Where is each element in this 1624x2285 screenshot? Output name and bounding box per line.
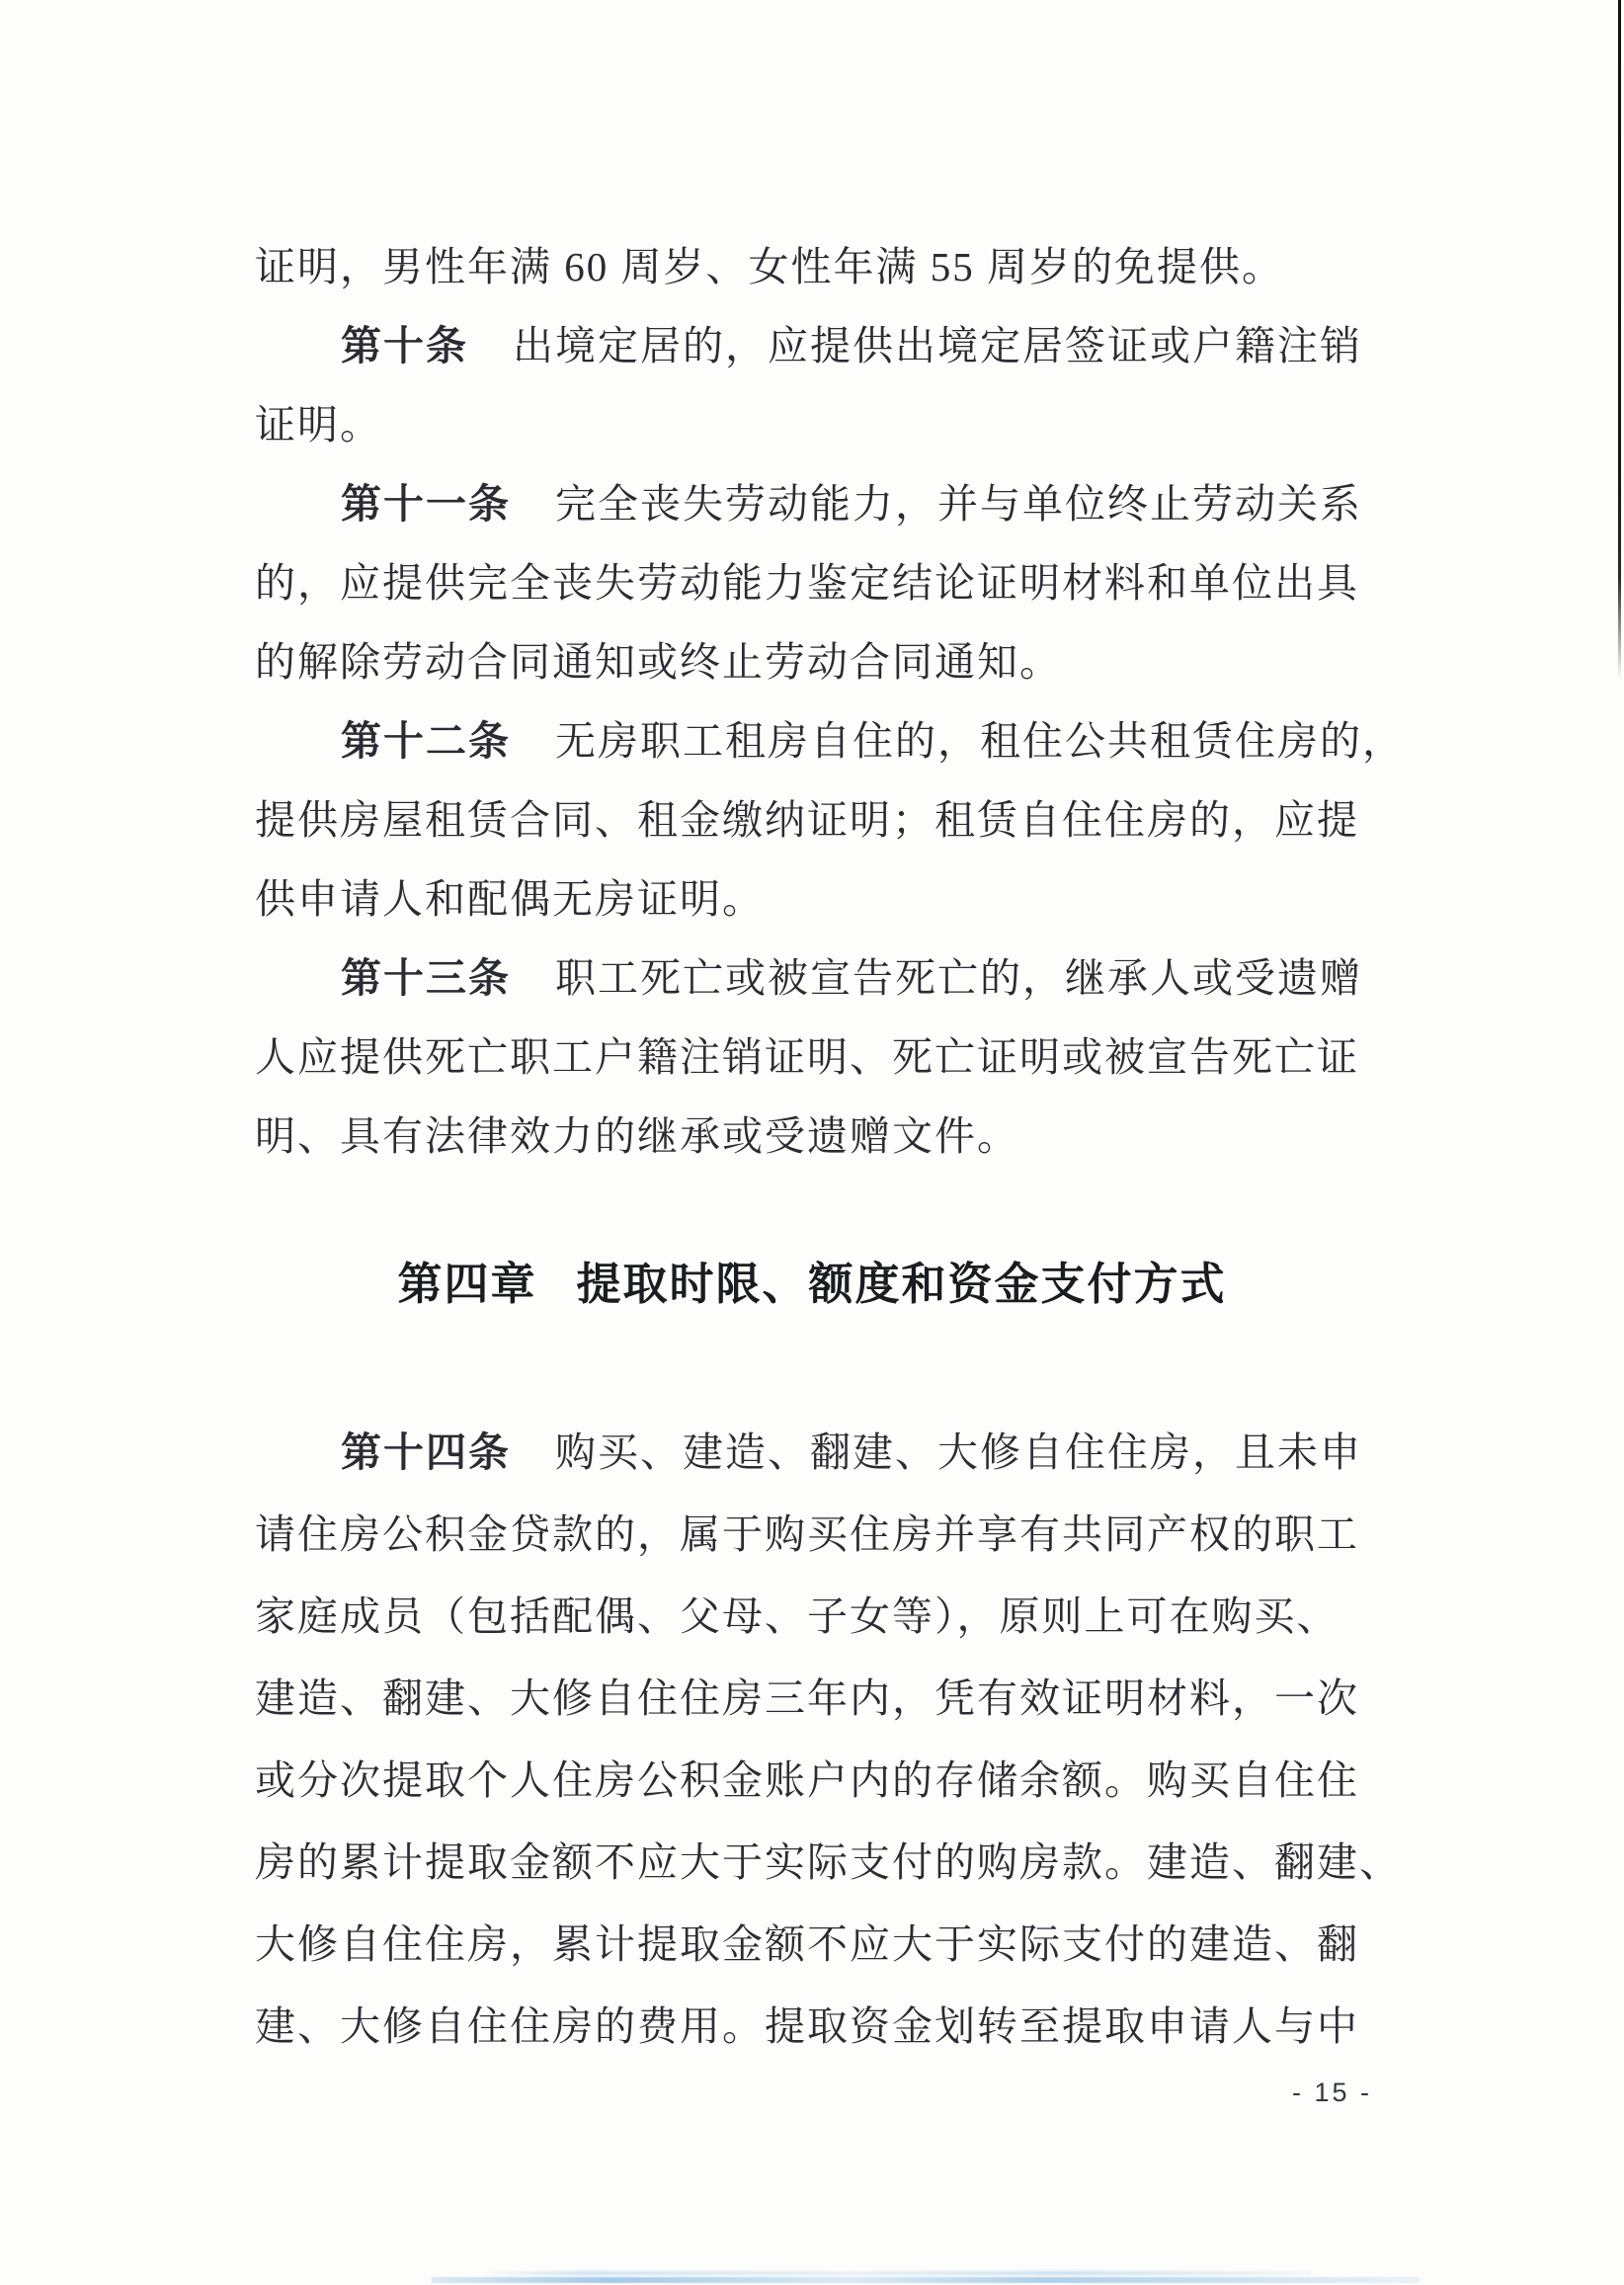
line-text: 人应提供死亡职工户籍注销证明、死亡证明或被宣告死亡证 bbox=[255, 1034, 1359, 1080]
line-text: 大修自住住房，累计提取金额不应大于实际支付的建造、翻 bbox=[255, 1921, 1359, 1967]
text-line bbox=[255, 385, 1460, 464]
text-line bbox=[255, 1740, 1460, 1822]
line-text: 出境定居的，应提供出境定居签证或户籍注销 bbox=[513, 323, 1362, 368]
article-number: 第十一条 bbox=[341, 481, 511, 527]
page-number: - 15 - bbox=[1292, 2078, 1373, 2107]
body-text-lower bbox=[255, 1412, 1460, 2068]
line-text: 家庭成员（包括配偶、父母、子女等），原则上可在购买、 bbox=[255, 1593, 1340, 1639]
chapter-heading bbox=[0, 1243, 1624, 1326]
chapter-number: 第四章 bbox=[397, 1259, 537, 1309]
text-line bbox=[255, 227, 1460, 306]
line-text: 职工死亡或被宣告死亡的，继承人或受遗赠 bbox=[555, 955, 1362, 1001]
line-text: 请住房公积金贷款的，属于购买住房并享有共同产权的职工 bbox=[255, 1511, 1359, 1557]
scan-edge-artifact bbox=[1618, 0, 1621, 680]
article-number: 第十条 bbox=[341, 323, 468, 368]
scan-bottom-artifact bbox=[432, 2277, 1420, 2283]
chapter-title: 提取时限、额度和资金支付方式 bbox=[576, 1259, 1227, 1309]
text-line bbox=[255, 306, 1460, 385]
line-text: 的解除劳动合同通知或终止劳动合同通知。 bbox=[255, 639, 1062, 685]
text-line bbox=[255, 1986, 1460, 2068]
text-line bbox=[255, 1097, 1460, 1176]
body-text-upper bbox=[255, 227, 1460, 1176]
scan-bottom-artifact bbox=[481, 2271, 1311, 2275]
line-text: 无房职工租房自住的，租住公共租赁住房的， bbox=[555, 718, 1405, 764]
text-line bbox=[255, 1904, 1460, 1986]
text-line bbox=[255, 859, 1460, 938]
line-text: 证明。 bbox=[255, 402, 382, 448]
line-text: 房的累计提取金额不应大于实际支付的购房款。建造、翻建、 bbox=[255, 1839, 1402, 1885]
text-line bbox=[255, 1494, 1460, 1576]
line-text: 或分次提取个人住房公积金账户内的存储余额。购买自住住 bbox=[255, 1757, 1359, 1803]
article-number: 第十四条 bbox=[341, 1429, 511, 1475]
line-text: 购买、建造、翻建、大修自住住房，且未申 bbox=[555, 1429, 1362, 1475]
line-text: 建造、翻建、大修自住住房三年内，凭有效证明材料，一次 bbox=[255, 1675, 1359, 1721]
line-text: 证明，男性年满 60 周岁、女性年满 55 周岁的免提供。 bbox=[255, 244, 1284, 289]
text-line bbox=[255, 543, 1460, 622]
text-line bbox=[255, 1822, 1460, 1904]
text-line bbox=[255, 1018, 1460, 1097]
text-line bbox=[255, 780, 1460, 859]
article-number: 第十二条 bbox=[341, 718, 511, 764]
line-text: 明、具有法律效力的继承或受遗赠文件。 bbox=[255, 1113, 1019, 1159]
text-line bbox=[255, 701, 1460, 780]
text-line bbox=[255, 1576, 1460, 1658]
line-text: 供申请人和配偶无房证明。 bbox=[255, 876, 765, 922]
text-line bbox=[255, 1658, 1460, 1740]
text-line bbox=[255, 1412, 1460, 1494]
line-text: 完全丧失劳动能力，并与单位终止劳动关系 bbox=[555, 481, 1362, 527]
text-line bbox=[255, 464, 1460, 543]
line-text: 提供房屋租赁合同、租金缴纳证明；租赁自住住房的，应提 bbox=[255, 797, 1359, 843]
text-line bbox=[255, 622, 1460, 701]
text-line bbox=[255, 938, 1460, 1018]
line-text: 的，应提供完全丧失劳动能力鉴定结论证明材料和单位出具 bbox=[255, 560, 1359, 606]
article-number: 第十三条 bbox=[341, 955, 511, 1001]
line-text: 建、大修自住住房的费用。提取资金划转至提取申请人与中 bbox=[255, 2003, 1359, 2049]
